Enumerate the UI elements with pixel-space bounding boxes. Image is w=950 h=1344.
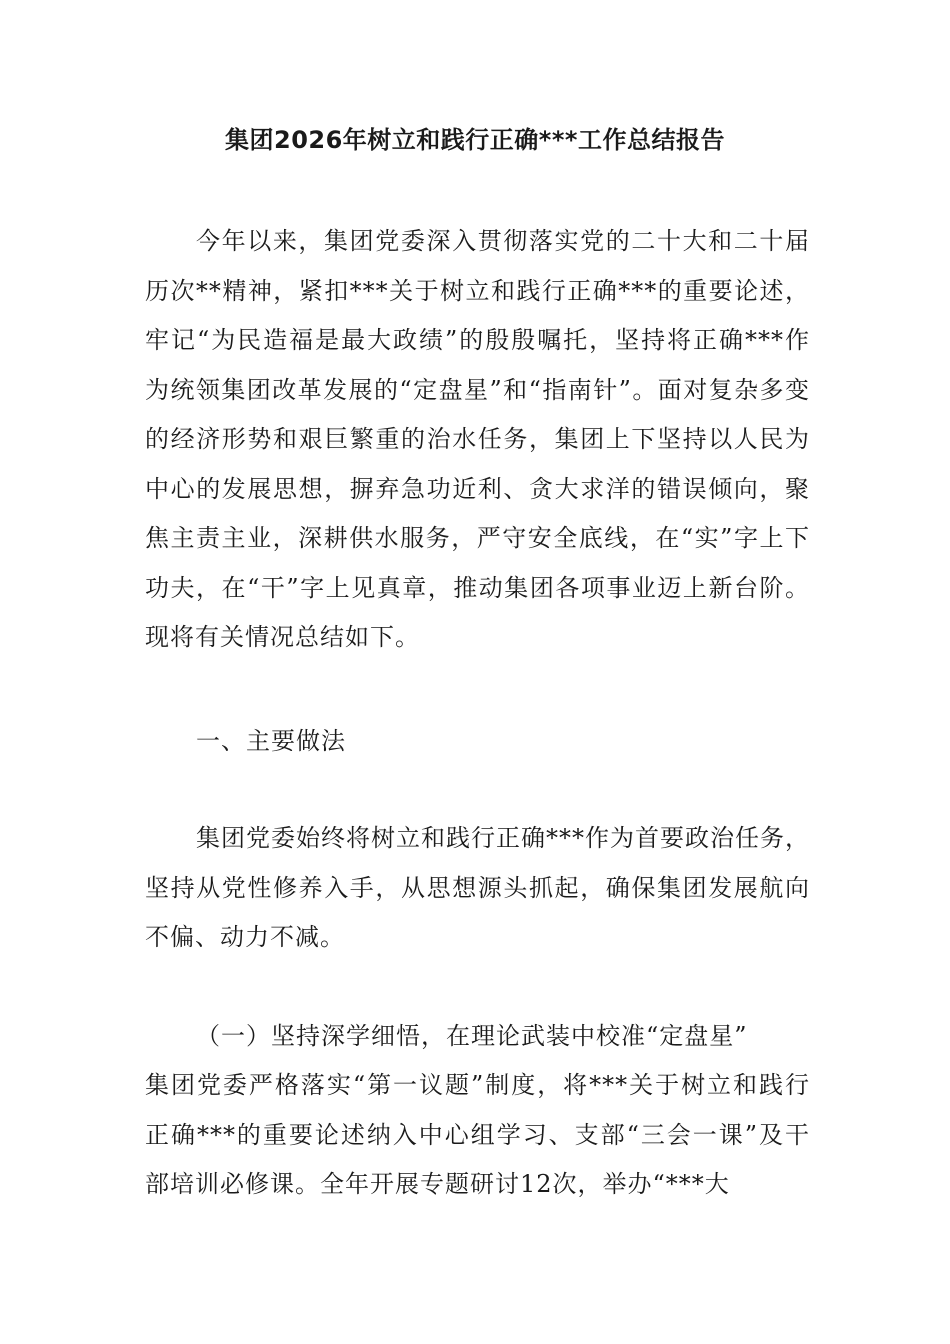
subsection-paragraph: 集团党委严格落实“第一议题”制度，将***关于树立和践行正确***的重要论述纳入中心组学习、支部“三会一课”及干部培训必修课。全年开展专题研讨12次，举办“***大: [145, 1071, 810, 1198]
section-heading-main-practices: 一、主要做法: [196, 727, 346, 755]
subsection-heading: （一）坚持深学细悟，在理论武装中校准“定盘星”: [196, 1022, 748, 1050]
section-paragraph: 集团党委始终将树立和践行正确***作为首要政治任务，坚持从党性修养入手，从思想源头抓起，确保集团发展航向不偏、动力不减。: [145, 824, 810, 951]
intro-paragraph: 今年以来，集团党委深入贯彻落实党的二十大和二十届历次**精神，紧扣***关于树立和践行正确***的重要论述，牢记“为民造福是最大政绩”的殷殷嘱托，坚持将正确***作为统领集团改革发展的“定盘星”和“指南针”。面对复杂多变的经济形势和艰巨繁重的治水任务，集团上下坚持以人民为中心的发展思想，摒弃急功近利、贪大求洋的错误倾向，聚焦主责主业，深耕供水服务，严守安全底线，在“实”字上下功夫，在“干”字上见真章，推动集团各项事业迈上新台阶。现将有关情况总结如下。: [145, 227, 810, 651]
document-title: 集团2026年树立和践行正确***工作总结报告: [225, 126, 725, 154]
